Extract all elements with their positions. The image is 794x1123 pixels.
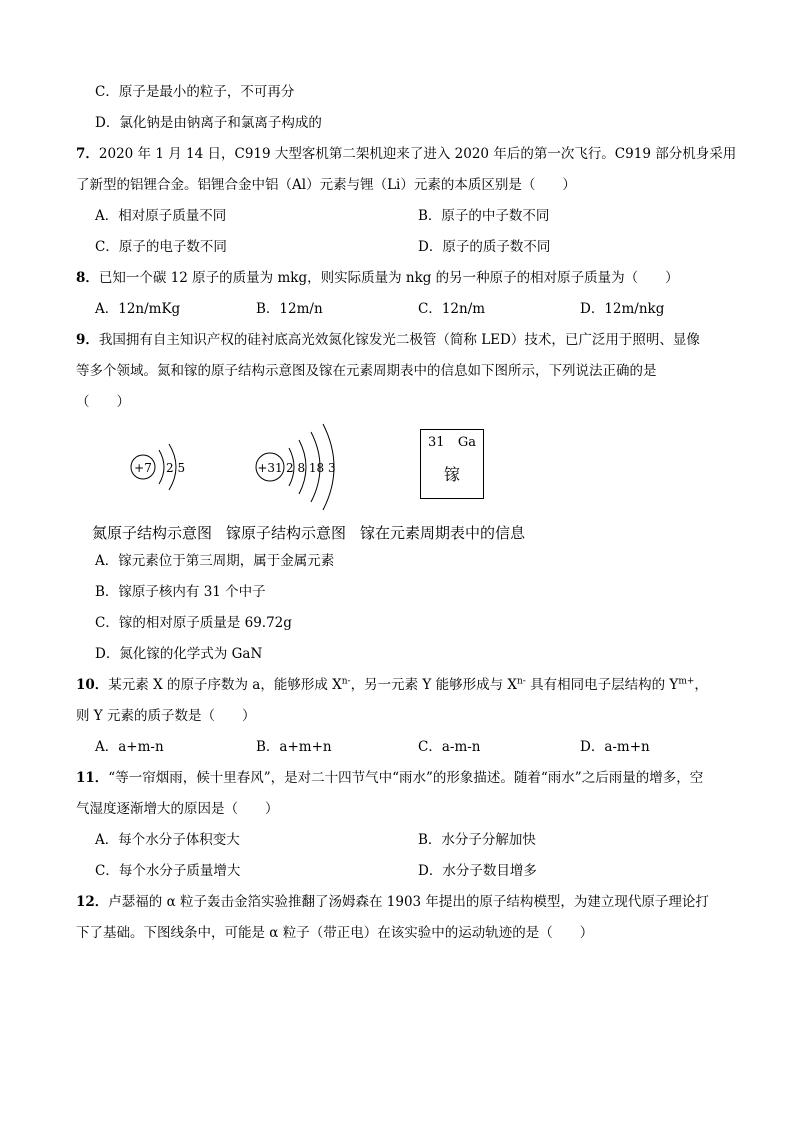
q6-option-d: D．氯化钠是由钠离子和氯离子构成的 bbox=[95, 115, 322, 131]
q11-stem-text1: “等一帘烟雨，候十里春风”，是对二十四节气中“雨水”的形象描述。随着“雨水”之后雨量的增多，空 bbox=[108, 770, 704, 786]
q11-option-d: D．水分子数目增多 bbox=[418, 863, 537, 879]
q9-option-d: D．氮化镓的化学式为 GaN bbox=[95, 646, 263, 662]
q12-stem-line1 bbox=[76, 892, 709, 912]
q10-stem-part4: ， bbox=[694, 677, 708, 693]
q12-stem-line2: 下了基础。下图线条中，可能是 α 粒子（带正电）在该实验中的运动轨迹的是（ ） bbox=[76, 925, 594, 941]
gallium-periodic-table-cell bbox=[420, 429, 484, 499]
q7-option-c: C．原子的电子数不同 bbox=[95, 239, 227, 255]
nitrogen-nucleus-label: +7 bbox=[134, 461, 152, 475]
nitrogen-shell-electrons: 2 5 bbox=[166, 461, 186, 475]
q10-option-d: D．a-m+n bbox=[580, 739, 650, 755]
q7-option-d: D．原子的质子数不同 bbox=[418, 239, 551, 255]
q10-stem-part2: ，另一元素 Y 能够形成与 X bbox=[350, 677, 517, 693]
q8-number: 8． bbox=[76, 270, 99, 286]
q7-number: 7． bbox=[76, 146, 99, 162]
caption-periodic-table: 镓在元素周期表中的信息 bbox=[360, 524, 526, 542]
q8-stem bbox=[76, 268, 679, 288]
gallium-atom-diagram bbox=[256, 424, 336, 510]
figure-captions bbox=[92, 522, 539, 544]
q10-stem-line1 bbox=[76, 675, 708, 695]
q10-option-a: A．a+m-n bbox=[95, 739, 164, 755]
q8-option-a: A．12n/mKg bbox=[95, 301, 181, 317]
q12-number: 12． bbox=[76, 894, 109, 910]
q10-option-c: C．a-m-n bbox=[418, 739, 481, 755]
caption-nitrogen: 氮原子结构示意图 bbox=[92, 524, 213, 542]
q12-stem-text1: 卢瑟福的 α 粒子轰击金箔实验推翻了汤姆森在 1903 年提出的原子结构模型，为建立现代原子理论打 bbox=[108, 894, 709, 910]
gallium-atomic-number: 31 bbox=[428, 435, 445, 450]
q7-stem-text1: 2020 年 1 月 14 日，C919 大型客机第二架机迎来了进入 2020 年后的第一次飞行。C919 部分机身采用 bbox=[98, 146, 737, 162]
nitrogen-atom-diagram bbox=[131, 444, 185, 490]
q9-stem-line1 bbox=[76, 330, 700, 350]
caption-gallium: 镓原子结构示意图 bbox=[226, 524, 347, 542]
q9-stem-line3: （ ） bbox=[76, 394, 130, 410]
q7-option-a: A．相对原子质量不同 bbox=[95, 208, 227, 224]
q8-option-d: D．12m/nkg bbox=[580, 301, 665, 317]
q7-option-b: B．原子的中子数不同 bbox=[418, 208, 550, 224]
q10-sup1: n- bbox=[341, 676, 351, 687]
q9-stem-line2: 等多个领域。氮和镓的原子结构示意图及镓在元素周期表中的信息如下图所示，下列说法正确的是 bbox=[76, 363, 657, 379]
gallium-name: 镓 bbox=[443, 465, 460, 484]
q9-option-b: B．镓原子核内有 31 个中子 bbox=[95, 584, 266, 600]
gallium-shell-electrons: 2 8 18 3 bbox=[286, 461, 336, 475]
q11-stem-line1 bbox=[76, 768, 703, 788]
q9-stem-text1: 我国拥有自主知识产权的硅衬底高光效氮化镓发光二极管（简称 LED）技术，已广泛用于照明、显像 bbox=[98, 332, 700, 348]
q9-option-a: A．镓元素位于第三周期，属于金属元素 bbox=[95, 553, 335, 569]
q10-sup2: n- bbox=[516, 676, 526, 687]
q11-stem-line2: 气湿度逐渐增大的原因是（ ） bbox=[76, 801, 279, 817]
q9-number: 9． bbox=[76, 332, 99, 348]
q11-number: 11． bbox=[76, 770, 109, 786]
q6-option-c: C．原子是最小的粒子，不可再分 bbox=[95, 84, 295, 100]
q9-option-c: C．镓的相对原子质量是 69.72g bbox=[95, 615, 292, 631]
q7-stem-line1 bbox=[76, 144, 736, 164]
q10-stem-line2: 则 Y 元素的质子数是（ ） bbox=[76, 708, 256, 724]
gallium-symbol: Ga bbox=[457, 435, 476, 450]
q7-stem-line2: 了新型的铝锂合金。铝锂合金中铝（Al）元素与锂（Li）元素的本质区别是（ ） bbox=[76, 177, 576, 193]
q8-option-b: B．12m/n bbox=[256, 301, 323, 317]
q8-stem-text: 已知一个碳 12 原子的质量为 mkg，则实际质量为 nkg 的另一种原子的相对原子质量为（ ） bbox=[98, 270, 679, 286]
q10-option-b: B．a+m+n bbox=[256, 739, 332, 755]
q11-option-a: A．每个水分子体积变大 bbox=[95, 832, 240, 848]
gallium-nucleus-label: +31 bbox=[257, 461, 283, 475]
q8-option-c: C．12n/m bbox=[418, 301, 486, 317]
q10-sup3: m+ bbox=[678, 676, 695, 687]
q10-stem-part3: 具有相同电子层结构的 Y bbox=[525, 677, 679, 693]
q10-stem-part1: 某元素 X 的原子序数为 a，能够形成 X bbox=[108, 677, 342, 693]
q11-option-b: B．水分子分解加快 bbox=[418, 832, 536, 848]
q11-option-c: C．每个水分子质量增大 bbox=[95, 863, 241, 879]
q10-number: 10． bbox=[76, 677, 109, 693]
